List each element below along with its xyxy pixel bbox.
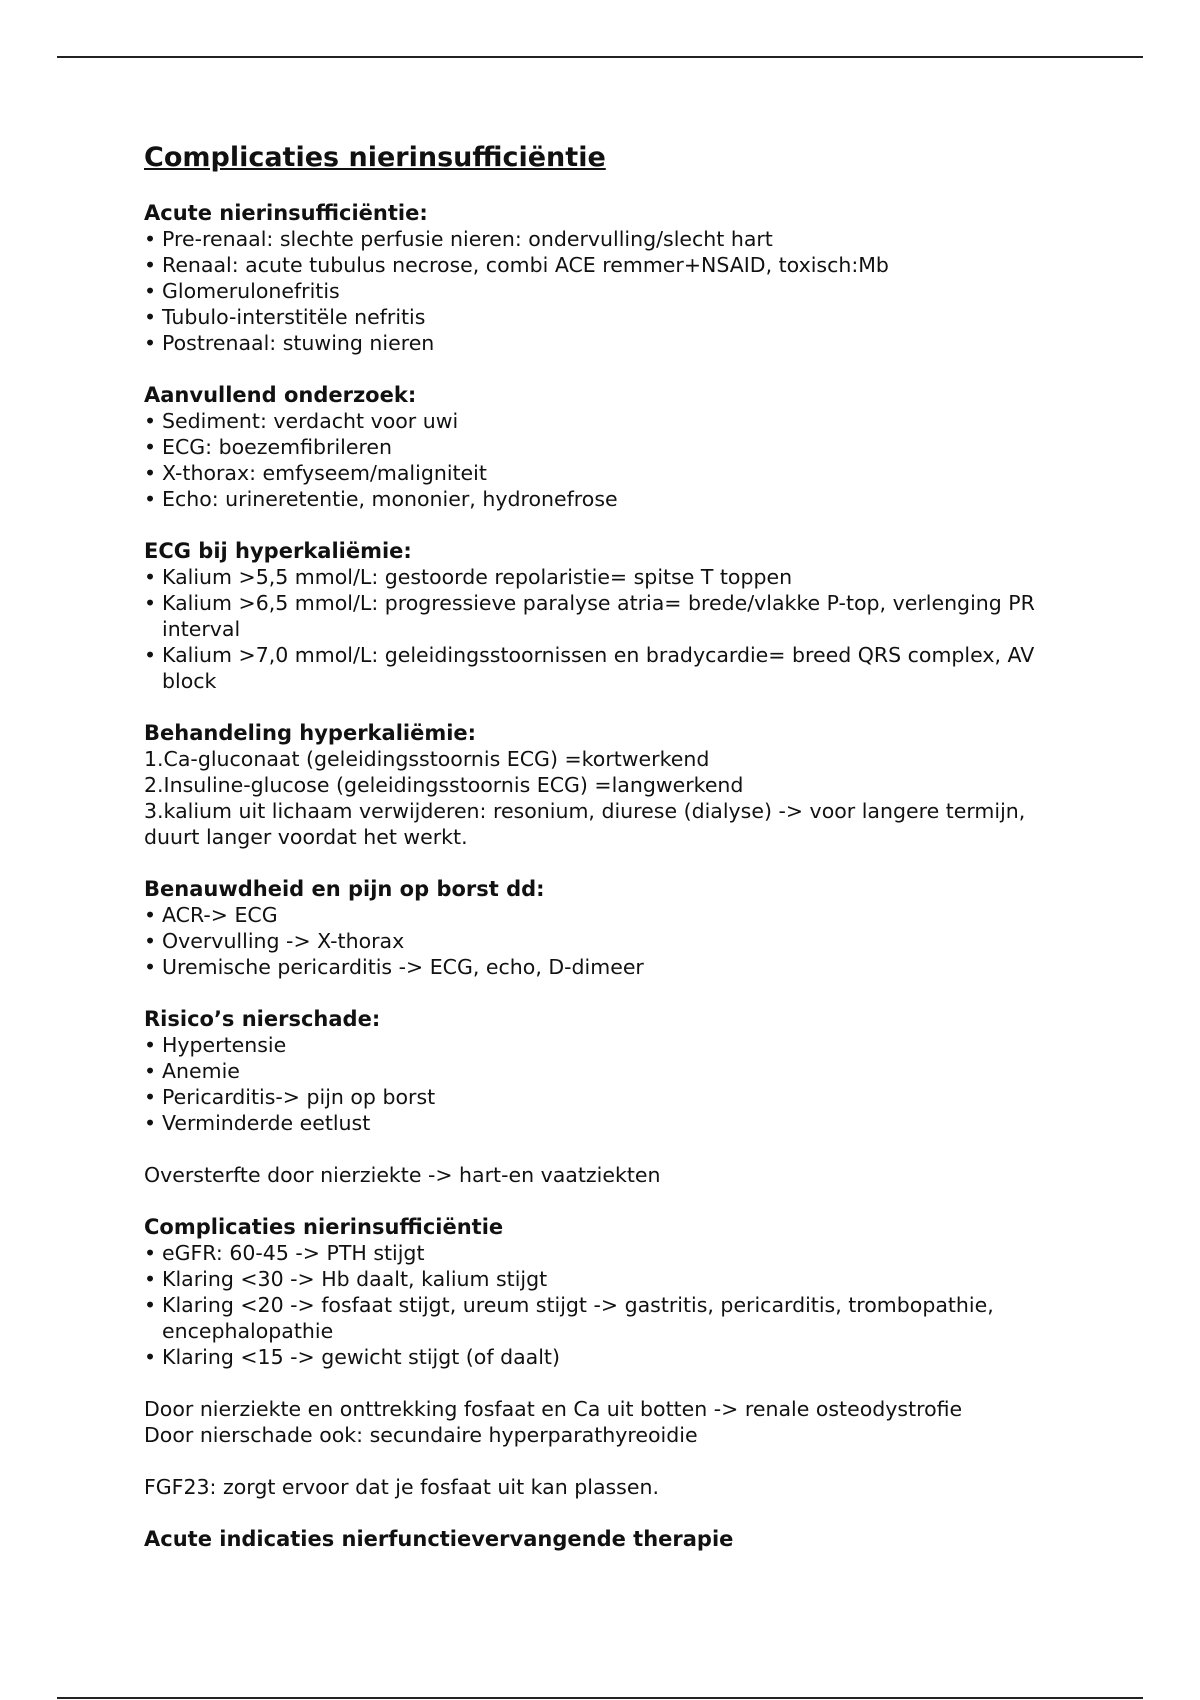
paragraph: FGF23: zorgt ervoor dat je fosfaat uit kan plassen.: [144, 1475, 659, 1499]
bullet-list: [144, 1032, 1084, 1136]
page-title: Complicaties nierinsufficiëntie: [144, 142, 606, 173]
list-item: • Tubulo-interstitële nefritis: [144, 304, 1084, 330]
list-item: • Hypertensie: [144, 1032, 1084, 1058]
bottom-rule: [57, 1697, 1143, 1699]
bullet-list: [144, 226, 1084, 356]
numbered-line: 3.kalium uit lichaam verwijderen: resonium, diurese (dialyse) -> voor langere termijn, duurt langer voordat het werkt.: [144, 799, 1026, 849]
section-ecg: [144, 538, 1084, 694]
list-item: • Klaring <15 -> gewicht stijgt (of daalt): [144, 1344, 1084, 1370]
section-heading: Aanvullend onderzoek:: [144, 383, 417, 407]
list-item: • Overvulling -> X-thorax: [144, 928, 1084, 954]
section-heading: ECG bij hyperkaliëmie:: [144, 539, 412, 563]
list-item: • Kalium >7,0 mmol/L: geleidingsstoornissen en bradycardie= breed QRS complex, AV block: [144, 642, 1084, 694]
section-heading: Benauwdheid en pijn op borst dd:: [144, 877, 545, 901]
list-item: • Echo: urineretentie, mononier, hydronefrose: [144, 486, 1084, 512]
list-item: • Pericarditis-> pijn op borst: [144, 1084, 1084, 1110]
list-item: • Kalium >6,5 mmol/L: progressieve paralyse atria= brede/vlakke P-top, verlenging PR interval: [144, 590, 1084, 642]
section-behandeling: [144, 720, 1084, 850]
list-item: • Klaring <20 -> fosfaat stijgt, ureum stijgt -> gastritis, pericarditis, trombopathie, encephalopathie: [144, 1292, 1084, 1344]
section-heading: Acute nierinsufficiëntie:: [144, 201, 428, 225]
list-item: • Renaal: acute tubulus necrose, combi ACE remmer+NSAID, toxisch:Mb: [144, 252, 1084, 278]
section-complicaties: [144, 1214, 1084, 1370]
section-oversterfte: [144, 1162, 1084, 1188]
paragraph: Door nierziekte en onttrekking fosfaat en Ca uit botten -> renale osteodystrofie: [144, 1397, 963, 1421]
list-item: • ECG: boezemfibrileren: [144, 434, 1084, 460]
list-item: • eGFR: 60-45 -> PTH stijgt: [144, 1240, 1084, 1266]
top-rule: [57, 56, 1143, 58]
section-heading: Risico’s nierschade:: [144, 1007, 381, 1031]
list-item: • Kalium >5,5 mmol/L: gestoorde repolaristie= spitse T toppen: [144, 564, 1084, 590]
section-acute-indicaties: [144, 1526, 1084, 1552]
list-item: • Klaring <30 -> Hb daalt, kalium stijgt: [144, 1266, 1084, 1292]
section-risico: [144, 1006, 1084, 1136]
paragraph: Door nierschade ook: secundaire hyperparathyreoidie: [144, 1423, 698, 1447]
bullet-list: [144, 902, 1084, 980]
list-item: • Verminderde eetlust: [144, 1110, 1084, 1136]
section-heading: Complicaties nierinsufficiëntie: [144, 1215, 504, 1239]
list-item: • Uremische pericarditis -> ECG, echo, D-dimeer: [144, 954, 1084, 980]
bullet-list: [144, 408, 1084, 512]
list-item: • Postrenaal: stuwing nieren: [144, 330, 1084, 356]
bullet-list: [144, 1240, 1084, 1370]
numbered-line: 1.Ca-gluconaat (geleidingsstoornis ECG) =kortwerkend: [144, 747, 710, 771]
section-heading: Acute indicaties nierfunctievervangende therapie: [144, 1527, 734, 1551]
list-item: • Anemie: [144, 1058, 1084, 1084]
list-item: • Glomerulonefritis: [144, 278, 1084, 304]
numbered-line: 2.Insuline-glucose (geleidingsstoornis ECG) =langwerkend: [144, 773, 744, 797]
list-item: • Sediment: verdacht voor uwi: [144, 408, 1084, 434]
section-fgf23: [144, 1474, 1084, 1500]
list-item: • X-thorax: emfyseem/maligniteit: [144, 460, 1084, 486]
bullet-list: [144, 564, 1084, 694]
list-item: • Pre-renaal: slechte perfusie nieren: ondervulling/slecht hart: [144, 226, 1084, 252]
section-onderzoek: [144, 382, 1084, 512]
list-item: • ACR-> ECG: [144, 902, 1084, 928]
section-heading: Behandeling hyperkaliëmie:: [144, 721, 477, 745]
section-osteodystrofie: [144, 1396, 1084, 1448]
section-benauwdheid: [144, 876, 1084, 980]
paragraph: Oversterfte door nierziekte -> hart-en vaatziekten: [144, 1163, 661, 1187]
document-page: [144, 142, 1084, 1578]
section-acute: [144, 200, 1084, 356]
